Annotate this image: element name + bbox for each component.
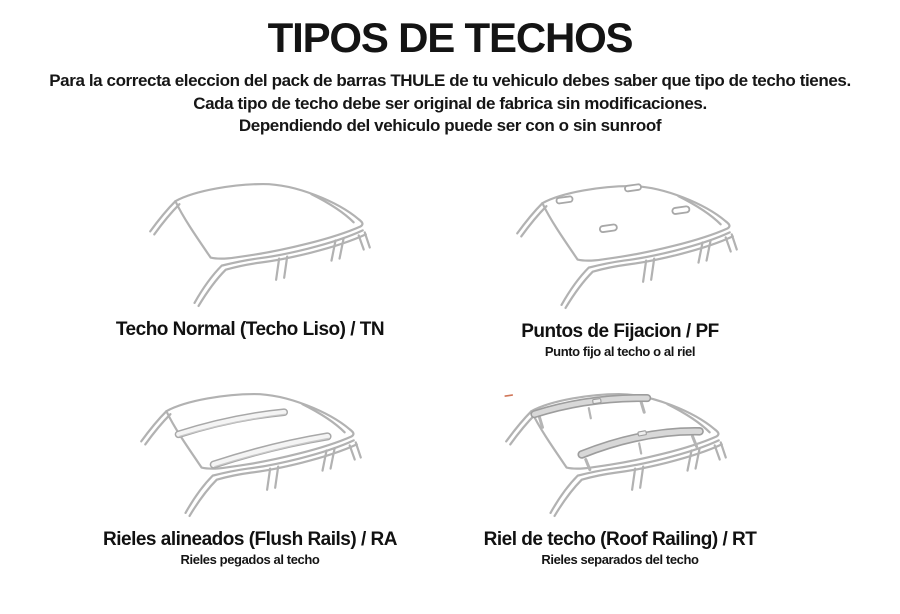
page-title: TIPOS DE TECHOS — [267, 14, 633, 61]
intro-text — [0, 70, 900, 138]
intro-line-2: Cada tipo de techo debe ser original de fabrica sin modificaciones. — [193, 93, 707, 113]
roof-types-infographic — [0, 14, 900, 614]
roof-type-label-rt: Riel de techo (Roof Railing) / RT — [483, 529, 757, 550]
roof-type-label-tn: Techo Normal (Techo Liso) / TN — [115, 319, 385, 340]
roof-type-label-pf: Puntos de Fijacion / PF — [521, 321, 719, 342]
red-artifact-mark — [505, 395, 512, 396]
fixation-points-roof-illustration — [512, 178, 744, 319]
roof-type-sublabel-rt: Rieles separados del techo — [541, 552, 699, 567]
roof-type-label-ra: Rieles alineados (Flush Rails) / RA — [103, 529, 397, 550]
roof-type-card-rt — [400, 372, 840, 567]
normal-roof-illustration — [145, 176, 377, 317]
roof-type-sublabel-pf: Punto fijo al techo o al riel — [544, 344, 696, 359]
intro-line-3: Dependiendo del vehiculo puede ser con o sin sunroof — [238, 116, 662, 135]
roof-railing-illustration — [501, 386, 733, 527]
roof-type-sublabel-ra: Rieles pegados al techo — [180, 552, 320, 567]
roof-type-card-pf — [400, 164, 840, 359]
intro-line-1: Para la correcta eleccion del pack de barras THULE de tu vehiculo debes saber que tipo de techo tienes. — [49, 71, 851, 90]
flush-rails-roof-illustration — [136, 386, 368, 527]
